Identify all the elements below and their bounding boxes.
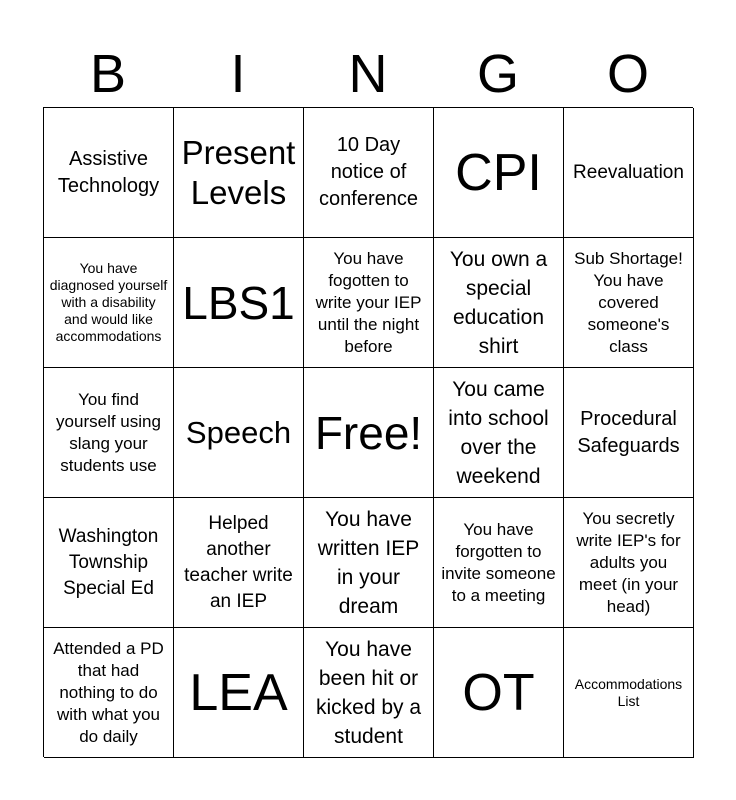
bingo-cell-text: Reevaluation xyxy=(573,161,684,183)
header-letter-b: B xyxy=(89,44,127,104)
bingo-cell-text: Sub Shortage! You have covered someone's class xyxy=(574,248,683,356)
bingo-cell-text: Attended a PD that had nothing to do with what you do daily xyxy=(53,638,164,746)
bingo-cell[interactable] xyxy=(564,108,694,238)
bingo-cell-text: You have been hit or kicked by a student xyxy=(315,637,422,748)
bingo-cell[interactable] xyxy=(304,238,434,368)
bingo-cell-text: Present Levels xyxy=(181,133,296,211)
bingo-cell[interactable] xyxy=(174,108,304,238)
bingo-cell[interactable] xyxy=(44,498,174,628)
bingo-cell[interactable] xyxy=(434,628,564,758)
bingo-cell-text: You have fogotten to write your IEP until the night before xyxy=(315,248,422,356)
header-letter-i: I xyxy=(230,44,246,104)
bingo-cell-text: You own a special education shirt xyxy=(449,247,548,358)
bingo-cell[interactable] xyxy=(174,498,304,628)
header-letter-o: O xyxy=(606,44,649,104)
bingo-cell-text: You find yourself using slang your students use xyxy=(56,389,161,475)
bingo-cell[interactable] xyxy=(434,108,564,238)
bingo-cell[interactable] xyxy=(434,368,564,498)
bingo-cell[interactable] xyxy=(434,498,564,628)
header-letter-g: G xyxy=(476,44,519,104)
bingo-cell-text: 10 Day notice of conference xyxy=(319,134,418,210)
bingo-cell[interactable] xyxy=(304,498,434,628)
bingo-cell-text: Free! xyxy=(314,406,423,459)
bingo-cell-text: Washington Township Special Ed xyxy=(58,525,159,599)
bingo-cell[interactable] xyxy=(564,238,694,368)
bingo-board xyxy=(43,107,693,757)
bingo-cell-text: You have written IEP in your dream xyxy=(317,507,420,618)
bingo-cell[interactable] xyxy=(44,368,174,498)
bingo-cell[interactable] xyxy=(304,108,434,238)
bingo-cell[interactable] xyxy=(564,368,694,498)
bingo-cell[interactable] xyxy=(174,628,304,758)
bingo-cell-text: OT xyxy=(462,663,535,722)
bingo-cell-text: Accommodations List xyxy=(574,675,683,709)
bingo-cell-text: Procedural Safeguards xyxy=(577,407,680,457)
bingo-cell[interactable] xyxy=(564,628,694,758)
bingo-cell[interactable] xyxy=(564,498,694,628)
bingo-cell-text: CPI xyxy=(455,143,542,202)
bingo-cell-text: You came into school over the weekend xyxy=(448,377,549,488)
bingo-cell[interactable] xyxy=(304,368,434,498)
bingo-cell[interactable] xyxy=(174,368,304,498)
bingo-cell[interactable] xyxy=(44,108,174,238)
bingo-cell[interactable] xyxy=(434,238,564,368)
bingo-cell-text: LEA xyxy=(189,663,288,722)
bingo-cell[interactable] xyxy=(44,628,174,758)
bingo-cell-text: You have forgotten to invite someone to a meeting xyxy=(441,519,556,605)
bingo-cell[interactable] xyxy=(304,628,434,758)
header-letter-n: N xyxy=(348,44,388,104)
bingo-cell-text: Helped another teacher write an IEP xyxy=(184,512,293,612)
bingo-cell[interactable] xyxy=(174,238,304,368)
bingo-cell-text: LBS1 xyxy=(182,276,295,329)
bingo-header xyxy=(43,40,693,108)
bingo-cell-text: You secretly write IEP's for adults you meet (in your head) xyxy=(576,508,681,616)
bingo-cell[interactable] xyxy=(44,238,174,368)
bingo-cell-text: You have diagnosed yourself with a disability and would like accommodations xyxy=(49,260,168,344)
bingo-cell-text: Speech xyxy=(185,414,292,450)
bingo-cell-text: Assistive Technology xyxy=(57,147,160,197)
